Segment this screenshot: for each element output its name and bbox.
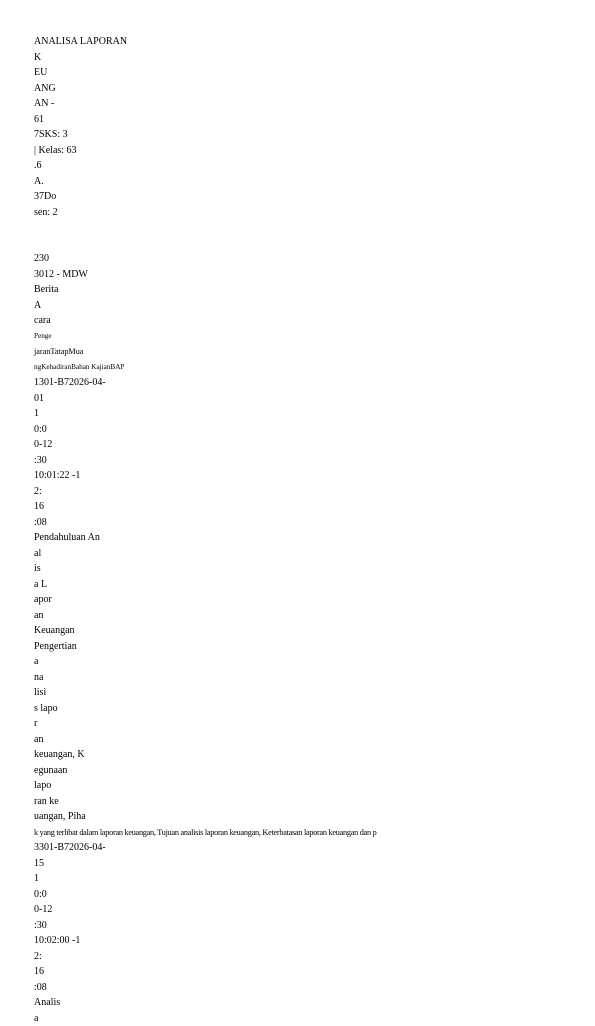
text-line: na [34, 670, 574, 686]
text-line: 0:0 [34, 887, 574, 903]
text-line: a [34, 654, 574, 670]
text-line: EU [34, 65, 574, 81]
text-line: 10:01:22 -1 [34, 468, 574, 484]
text-line: s lapo [34, 701, 574, 717]
text-line: Keuangan [34, 623, 574, 639]
text-line: cara [34, 313, 574, 329]
text-line: k yang terlibat dalam laporan keuangan, Tujuan analisis laporan keuangan, Keterbatasan laporan keuangan dan p [34, 825, 574, 841]
text-line: lisi [34, 685, 574, 701]
text-line: al [34, 546, 574, 562]
text-line: sen: 2 [34, 205, 574, 221]
text-line: Berita [34, 282, 574, 298]
text-line: 0-12 [34, 437, 574, 453]
text-line: Pengertian [34, 639, 574, 655]
text-line: A [34, 298, 574, 314]
text-line: ran ke [34, 794, 574, 810]
text-line: 230 [34, 251, 574, 267]
text-line: 16 [34, 499, 574, 515]
text-line: AN - [34, 96, 574, 112]
text-line: Analis [34, 995, 574, 1011]
text-line: 0-12 [34, 902, 574, 918]
blank-gap [34, 220, 574, 251]
text-line: 61 [34, 112, 574, 128]
text-line: 1 [34, 406, 574, 422]
text-line: 3012 - MDW [34, 267, 574, 283]
text-line: A. [34, 174, 574, 190]
text-line: :08 [34, 980, 574, 996]
text-line: 10:02:00 -1 [34, 933, 574, 949]
text-line: an [34, 608, 574, 624]
text-line: a L [34, 577, 574, 593]
text-line: is [34, 561, 574, 577]
text-line: 37Do [34, 189, 574, 205]
text-line: uangan, Piha [34, 809, 574, 825]
text-line: | Kelas: 63 [34, 143, 574, 159]
text-line: :08 [34, 515, 574, 531]
text-line: lapo [34, 778, 574, 794]
text-line: keuangan, K [34, 747, 574, 763]
text-line: Pendahuluan An [34, 530, 574, 546]
text-line: :30 [34, 918, 574, 934]
text-line: Penge [34, 329, 574, 345]
text-line: ANG [34, 81, 574, 97]
text-column [34, 34, 574, 1026]
text-line: 1 [34, 871, 574, 887]
text-line: .6 [34, 158, 574, 174]
text-line: an [34, 732, 574, 748]
text-line: ngKehadiranBahan KajianBAP [34, 360, 574, 376]
text-line: 3301-B72026-04- [34, 840, 574, 856]
text-line: r [34, 716, 574, 732]
text-line: 15 [34, 856, 574, 872]
text-line: K [34, 50, 574, 66]
text-line: 1301-B72026-04- [34, 375, 574, 391]
text-line: a [34, 1011, 574, 1026]
text-line: 01 [34, 391, 574, 407]
text-line: :30 [34, 453, 574, 469]
text-line: 2: [34, 949, 574, 965]
title-line: ANALISA LAPORAN [34, 34, 574, 50]
text-line: egunaan [34, 763, 574, 779]
text-line: 2: [34, 484, 574, 500]
text-line: jaranTatapMua [34, 344, 574, 360]
text-line: 0:0 [34, 422, 574, 438]
text-line: 7SKS: 3 [34, 127, 574, 143]
text-line: 16 [34, 964, 574, 980]
text-line: apor [34, 592, 574, 608]
